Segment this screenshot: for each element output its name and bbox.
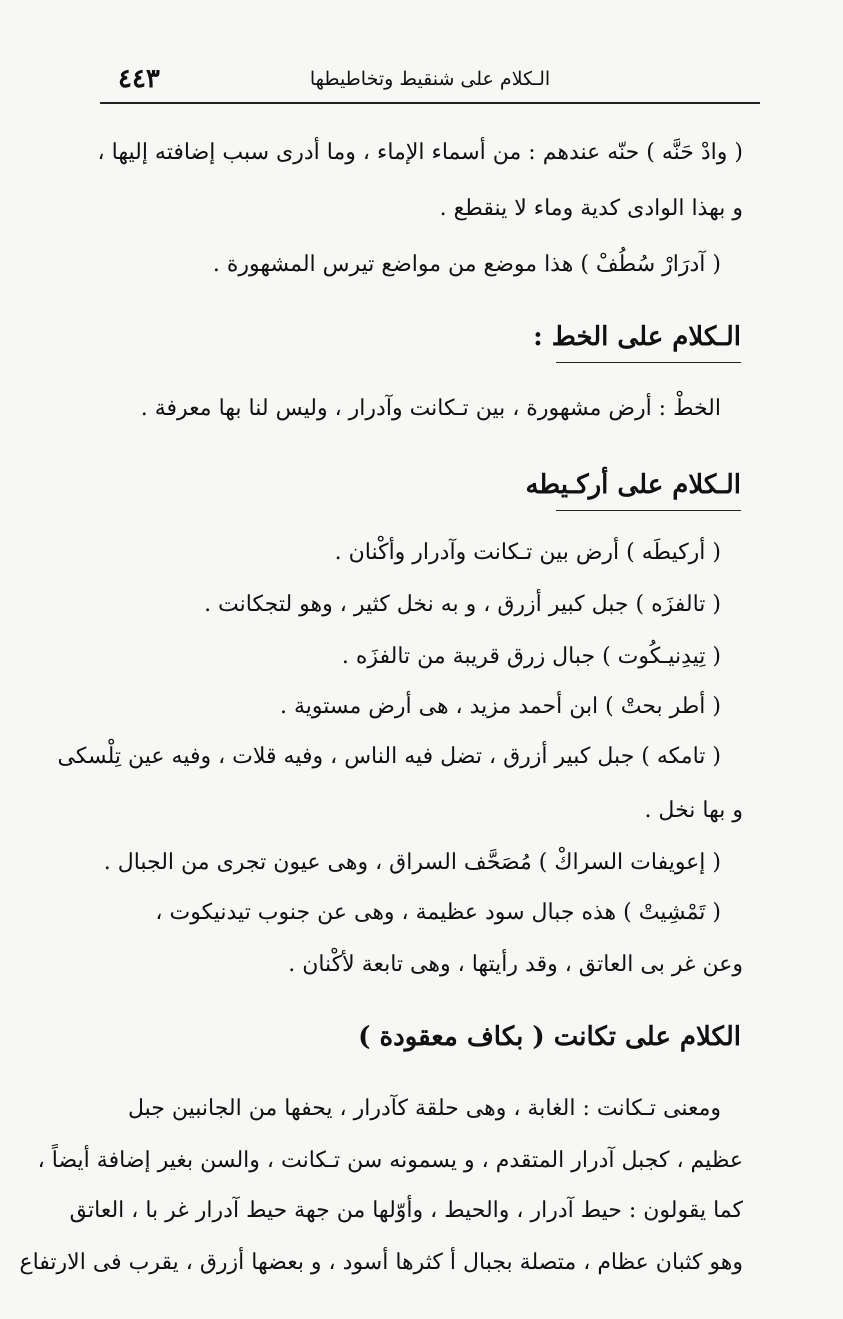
text-line: ومعنى تـكانت : الغابة ، وهى حلقة كآدرار ، يحفها من الجانبين جبل (127, 1096, 721, 1121)
text-line: ( إعويفات السراكْ ) مُصَحَّف السراق ، وهى عيون تجرى من الجبال . (103, 850, 721, 875)
text-line: ( تَمْشِيتْ ) هذه جبال سود عظيمة ، وهى عن جنوب تيدنيكوت ، (155, 900, 721, 925)
text-line: ( آدرَارْ سُطُفْ ) هذا موضع من مواضع تيرس المشهورة . (212, 252, 721, 277)
text-line: ( تِيدِنيـكُوت ) جبال زرق قريبة من تالفزَه . (341, 644, 721, 669)
section-heading-tagant: الكلام على تكانت ( بكاف معقودة ) (358, 1022, 741, 1052)
text-line: وهو كثبان عظام ، متصلة بجبال أ كثرها أسود ، و بعضها أزرق ، يقرب فى الارتفاع (19, 1250, 743, 1275)
text-line: عظيم ، كجبل آدرار المتقدم ، و يسمونه سن تـكانت ، والسن بغير إضافة أيضاً ، (37, 1148, 743, 1173)
text-line: ( تالفزَه ) جبل كبير أزرق ، و به نخل كثير ، وهو لتجكانت . (204, 592, 721, 617)
page-number: ٤٤٣ (118, 64, 160, 94)
section-heading-arkitah: الـكلام على أركـيطه (556, 470, 741, 511)
running-title: الـكلام على شنقيط وتخاطيطها (309, 68, 551, 90)
page-header (100, 62, 760, 104)
text-line: كما يقولون : حيط آدرار ، والحيط ، وأوّلها من جهة حيط آدرار غر با ، العاتق (69, 1198, 743, 1223)
text-line: و بها نخل . (644, 798, 743, 823)
section-heading-khatt: الـكلام على الخط : (556, 322, 741, 363)
text-line: و بهذا الوادى كدية وماء لا ينقطع . (439, 196, 743, 221)
text-line: الخطْ : أرض مشهورة ، بين تـكانت وآدرار ، وليس لنا بها معرفة . (140, 396, 721, 421)
text-line: ( أطر بحتْ ) ابن أحمد مزيد ، هى أرض مستوية . (279, 694, 721, 719)
text-line: ( أركيطَه ) أرض بين تـكانت وآدرار وأكْنان . (334, 540, 721, 565)
text-line: ( تامكه ) جبل كبير أزرق ، تضل فيه الناس ، وفيه قلات ، وفيه عين تِلْسكى (57, 744, 721, 769)
text-line: وعن غر بى العاتق ، وقد رأيتها ، وهى تابعة لأكْنان . (288, 952, 743, 977)
text-line: ( وادْ حَنَّه ) حنّه عندهم : من أسماء الإماء ، وما أدرى سبب إضافته إليها ، (97, 140, 743, 165)
